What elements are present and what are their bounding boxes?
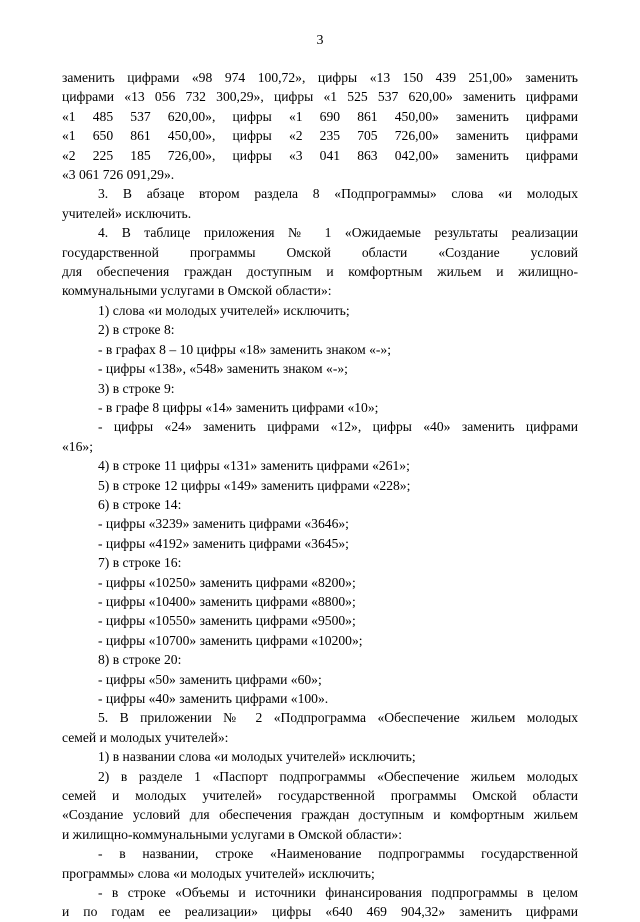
- text-line: - в названии, строке «Наименование подпрограммы государственной: [98, 846, 578, 862]
- text-line: «1 485 537 620,00», цифры «1 690 861 450,00» заменить цифрами: [62, 108, 578, 124]
- text-line: - цифры «10250» заменить цифрами «8200»;: [98, 574, 356, 590]
- text-line: учителей» исключить.: [62, 205, 192, 221]
- text-line: 1) в названии слова «и молодых учителей» исключить;: [98, 749, 416, 765]
- text-line: 3) в строке 9:: [98, 380, 175, 396]
- document-body: [62, 68, 578, 922]
- text-line: для обеспечения граждан доступным и комфортным жильем и жилищно-: [62, 264, 578, 280]
- text-line: цифрами «13 056 732 300,29», цифры «1 525 537 620,00» заменить цифрами: [62, 89, 578, 105]
- text-line: 2) в строке 8:: [98, 322, 175, 338]
- text-line: - цифры «40» заменить цифрами «100».: [98, 691, 329, 706]
- text-line: - в графах 8 – 10 цифры «18» заменить знаком «-»;: [98, 341, 391, 357]
- text-line: 1) слова «и молодых учителей» исключить;: [98, 302, 350, 318]
- text-line: - цифры «4192» заменить цифрами «3645»;: [98, 535, 349, 551]
- text-line: и жилищно-коммунальными услугами в Омской области»:: [62, 826, 402, 842]
- page-number: 3: [316, 33, 324, 48]
- text-line: «2 225 185 726,00», цифры «3 041 863 042,00» заменить цифрами: [62, 147, 578, 163]
- text-line: «16»;: [62, 438, 93, 454]
- text-line: семей и молодых учителей» государственной программы Омской области: [62, 788, 578, 804]
- text-line: программы» слова «и молодых учителей» исключить;: [62, 865, 375, 881]
- text-line: «1 650 861 450,00», цифры «2 235 705 726,00» заменить цифрами: [62, 128, 578, 144]
- text-line: - цифры «50» заменить цифрами «60»;: [98, 671, 322, 687]
- text-line: 2) в разделе 1 «Паспорт подпрограммы «Обеспечение жильем молодых: [98, 768, 578, 784]
- text-line: - цифры «10400» заменить цифрами «8800»;: [98, 593, 356, 609]
- text-line: - в графе 8 цифры «14» заменить цифрами «10»;: [98, 399, 379, 415]
- text-line: 7) в строке 16:: [98, 555, 182, 571]
- text-line: 5. В приложении № 2 «Подпрограмма «Обеспечение жильем молодых: [98, 710, 578, 726]
- text-line: государственной программы Омской области «Создание условий: [62, 244, 578, 260]
- text-line: коммунальными услугами в Омской области»:: [62, 283, 332, 299]
- text-line: и по годам ее реализации» цифры «640 469 904,32» заменить цифрами: [62, 904, 578, 920]
- text-line: «Создание условий для обеспечения граждан доступным и комфортным жильем: [62, 807, 578, 823]
- text-line: 3. В абзаце втором раздела 8 «Подпрограммы» слова «и молодых: [98, 186, 578, 202]
- text-line: 4) в строке 11 цифры «131» заменить цифрами «261»;: [98, 458, 410, 474]
- text-line: семей и молодых учителей»:: [62, 729, 229, 745]
- text-line: заменить цифрами «98 974 100,72», цифры «13 150 439 251,00» заменить: [62, 70, 578, 85]
- text-line: - цифры «3239» заменить цифрами «3646»;: [98, 516, 349, 532]
- text-line: - цифры «10700» заменить цифрами «10200»;: [98, 632, 363, 648]
- text-line: 8) в строке 20:: [98, 652, 182, 668]
- text-line: - цифры «24» заменить цифрами «12», цифры «40» заменить цифрами: [98, 419, 578, 435]
- text-line: 5) в строке 12 цифры «149» заменить цифрами «228»;: [98, 477, 411, 493]
- text-line: «3 061 726 091,29».: [62, 167, 175, 183]
- text-line: 4. В таблице приложения № 1 «Ожидаемые результаты реализации: [98, 225, 578, 241]
- text-line: - цифры «138», «548» заменить знаком «-»;: [98, 361, 348, 377]
- text-line: - в строке «Объемы и источники финансирования подпрограммы в целом: [98, 885, 578, 901]
- text-line: - цифры «10550» заменить цифрами «9500»;: [98, 613, 356, 629]
- text-line: 6) в строке 14:: [98, 496, 182, 512]
